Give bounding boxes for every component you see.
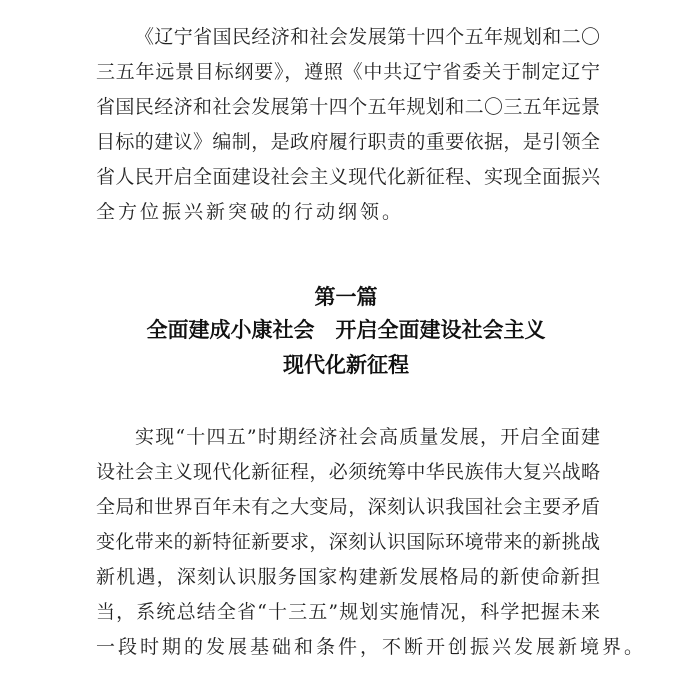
- text-line: 新机遇，深刻认识服务国家构建新发展格局的新使命新担: [96, 566, 600, 588]
- text-line: 全局和世界百年未有之大变局，深刻认识我国社会主要矛盾: [96, 496, 600, 518]
- text-line: 变化带来的新特征新要求，深刻认识国际环境带来的新挑战: [96, 531, 600, 553]
- text-line: 省人民开启全面建设社会主义现代化新征程、实现全面振兴: [96, 166, 600, 188]
- part-subtitle-line1: 全面建成小康社会 开启全面建设社会主义: [146, 318, 546, 342]
- part-subtitle-line2: 现代化新征程: [283, 353, 409, 377]
- text-line: 一段时期的发展基础和条件，不断开创振兴发展新境界。: [96, 636, 647, 658]
- text-line: 三五年远景目标纲要》，遵照《中共辽宁省委关于制定辽宁: [96, 61, 600, 83]
- text-line: 设社会主义现代化新征程，必须统筹中华民族伟大复兴战略: [96, 461, 600, 483]
- text-line: 《辽宁省国民经济和社会发展第十四个五年规划和二〇: [135, 26, 600, 48]
- text-line: 当，系统总结全省“十三五”规划实施情况，科学把握未来: [96, 601, 600, 623]
- text-line: 目标的建议》编制，是政府履行职责的重要依据，是引领全: [96, 131, 600, 153]
- part-title: 第一篇: [314, 285, 378, 309]
- text-line: 实现“十四五”时期经济社会高质量发展，开启全面建: [135, 426, 600, 448]
- text-line: 全方位振兴新突破的行动纲领。: [96, 201, 405, 223]
- text-line: 省国民经济和社会发展第十四个五年规划和二〇三五年远景: [96, 96, 600, 118]
